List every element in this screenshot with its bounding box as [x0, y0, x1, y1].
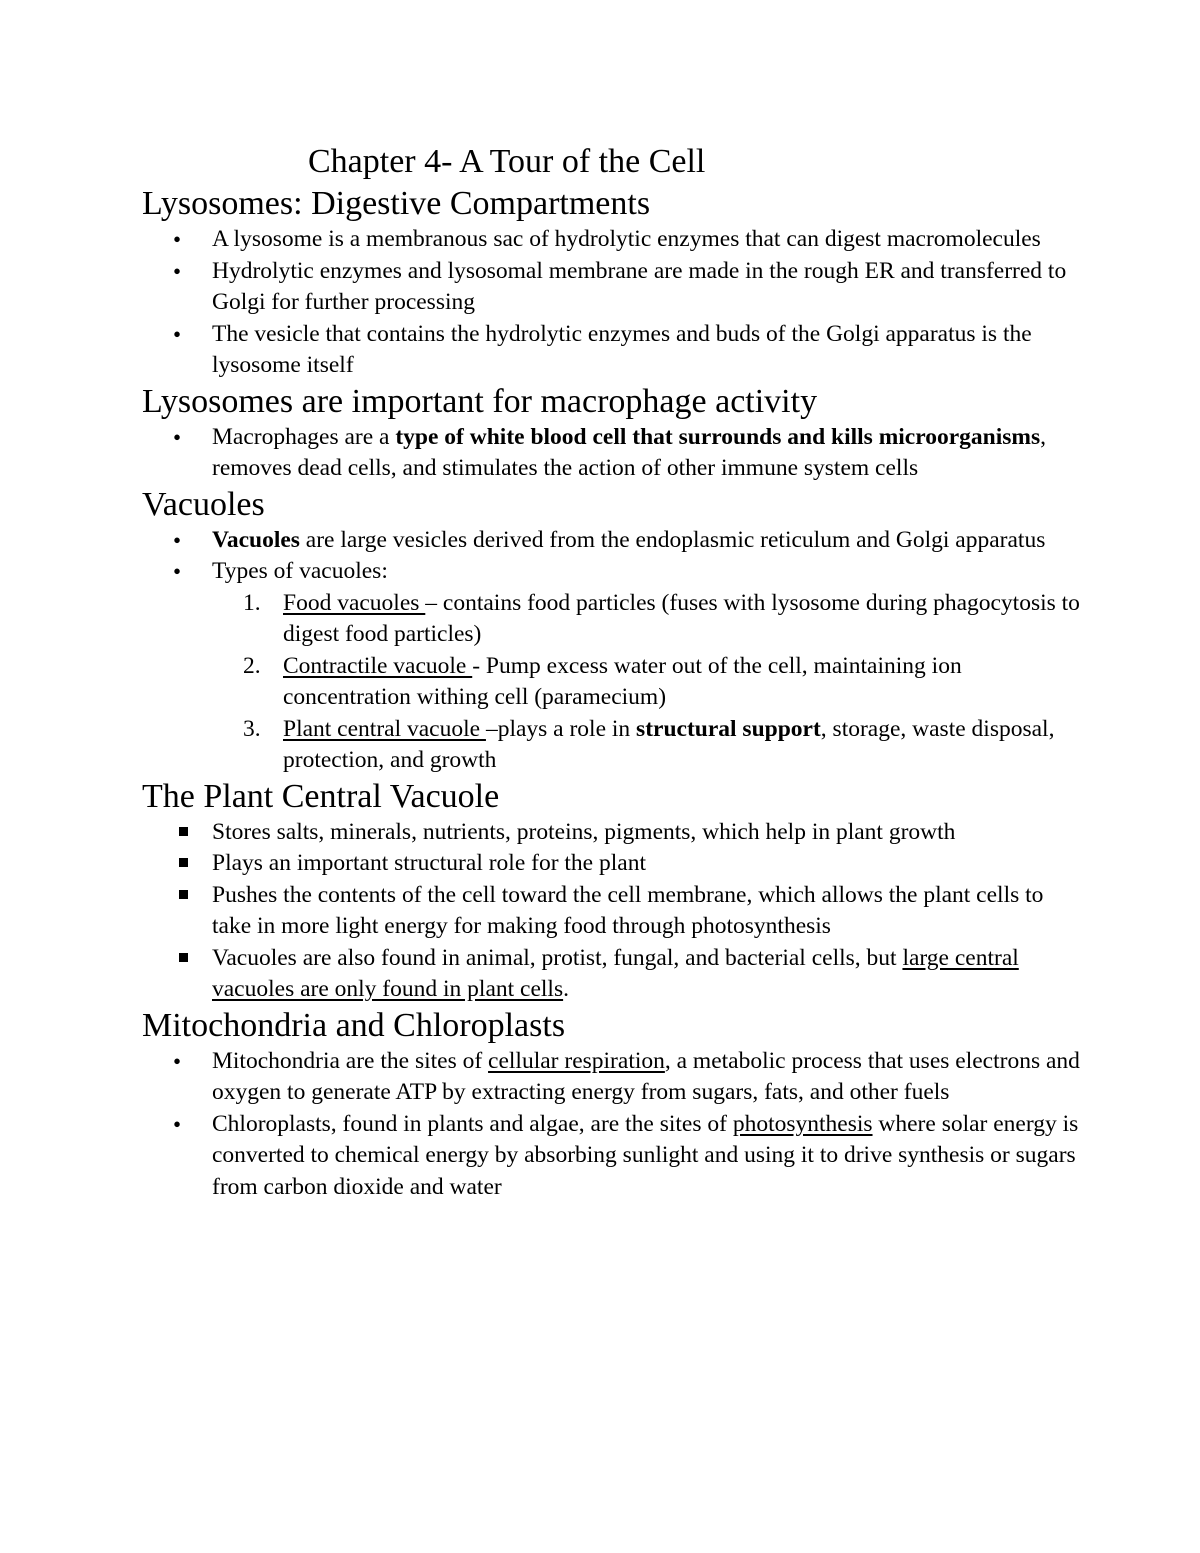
bullet-list	[142, 224, 1082, 382]
underlined-term: Food vacuoles	[283, 589, 426, 616]
section-macrophage	[142, 382, 1082, 485]
document-body	[142, 184, 1082, 1203]
list-item: • A lysosome is a membranous sac of hydrolytic enzymes that can digest macromolecules	[142, 224, 1082, 256]
section-mitochondria-chloroplasts	[142, 1006, 1082, 1204]
numbered-list	[142, 588, 1082, 777]
numbered-item	[142, 714, 1082, 777]
bold-text: type of white blood cell that surrounds and kills microorganisms	[395, 423, 1041, 450]
square-bullet-list	[142, 817, 1082, 1006]
list-item	[142, 422, 1082, 485]
list-item: • Hydrolytic enzymes and lysosomal membrane are made in the rough ER and transferred to Golgi for further processing	[142, 256, 1082, 319]
underlined-term: Plant central vacuole	[283, 715, 486, 742]
section-heading: Lysosomes: Digestive Compartments	[142, 185, 651, 222]
bullet-list	[142, 422, 1082, 485]
text-run: Macrophages are a	[212, 423, 396, 450]
text-run: are large vesicles derived from the endoplasmic reticulum and Golgi apparatus	[299, 526, 1046, 553]
text-run: – contains food particles (fuses with lysosome during phagocytosis to digest food particles)	[283, 589, 1080, 647]
list-item	[142, 525, 1082, 557]
item-number: 1.	[243, 589, 261, 616]
numbered-item	[142, 588, 1082, 651]
numbered-item	[142, 651, 1082, 714]
text-run: - Pump excess water out of the cell, maintaining ion concentration withing cell (paramecium)	[283, 652, 962, 710]
text-run: –plays a role in	[485, 715, 637, 742]
list-item	[142, 1109, 1082, 1204]
section-heading: Vacuoles	[142, 485, 265, 523]
section-plant-central-vacuole	[142, 777, 1082, 1006]
underlined-text: cellular respiration	[488, 1047, 665, 1074]
item-number: 3.	[243, 715, 261, 742]
bold-text: structural support	[636, 715, 821, 742]
list-item: Stores salts, minerals, nutrients, proteins, pigments, which help in plant growth	[142, 817, 1082, 849]
text-run: , removes dead cells, and stimulates the action of other immune system cells	[212, 423, 1047, 481]
text-run: .	[563, 976, 569, 1002]
text-run: Chloroplasts, found in plants and algae, are the sites of	[212, 1110, 733, 1137]
section-heading: Lysosomes are important for macrophage activity	[142, 382, 818, 420]
list-item	[142, 1046, 1082, 1109]
item-number: 2.	[243, 652, 261, 679]
text-run: Vacuoles are also found in animal, protist, fungal, and bacterial cells, but	[212, 944, 903, 971]
section-heading: Mitochondria and Chloroplasts	[142, 1006, 566, 1044]
page-title: Chapter 4- A Tour of the Cell	[308, 143, 706, 180]
section-lysosomes	[142, 184, 1082, 382]
bullet-list	[142, 525, 1082, 588]
list-item: • The vesicle that contains the hydrolytic enzymes and buds of the Golgi apparatus is the lysosome itself	[142, 319, 1082, 382]
list-item: Plays an important structural role for the plant	[142, 848, 1082, 880]
underlined-term: Contractile vacuole	[283, 652, 473, 679]
list-item: • Types of vacuoles:	[142, 556, 1082, 588]
underlined-text: large central vacuoles are only found in plant cells	[212, 944, 1019, 1002]
bullet-list	[142, 1046, 1082, 1204]
list-item	[142, 943, 1082, 1006]
text-run: , storage, waste disposal, protection, and growth	[283, 715, 1055, 773]
section-heading: The Plant Central Vacuole	[142, 777, 500, 815]
section-vacuoles	[142, 485, 1082, 777]
text-run: where solar energy is converted to chemical energy by absorbing sunlight and using it to drive synthesis or sugars from carbon dioxide and water	[212, 1110, 1079, 1200]
text-run: , a metabolic process that uses electrons and oxygen to generate ATP by extracting energy from sugars, fats, and other fuels	[212, 1047, 1080, 1105]
text-run: Mitochondria are the sites of	[212, 1047, 489, 1074]
bold-text: Vacuoles	[212, 526, 300, 553]
underlined-text: photosynthesis	[732, 1110, 873, 1137]
list-item: Pushes the contents of the cell toward the cell membrane, which allows the plant cells to take in more light energy for making food through photosynthesis	[142, 880, 1082, 943]
